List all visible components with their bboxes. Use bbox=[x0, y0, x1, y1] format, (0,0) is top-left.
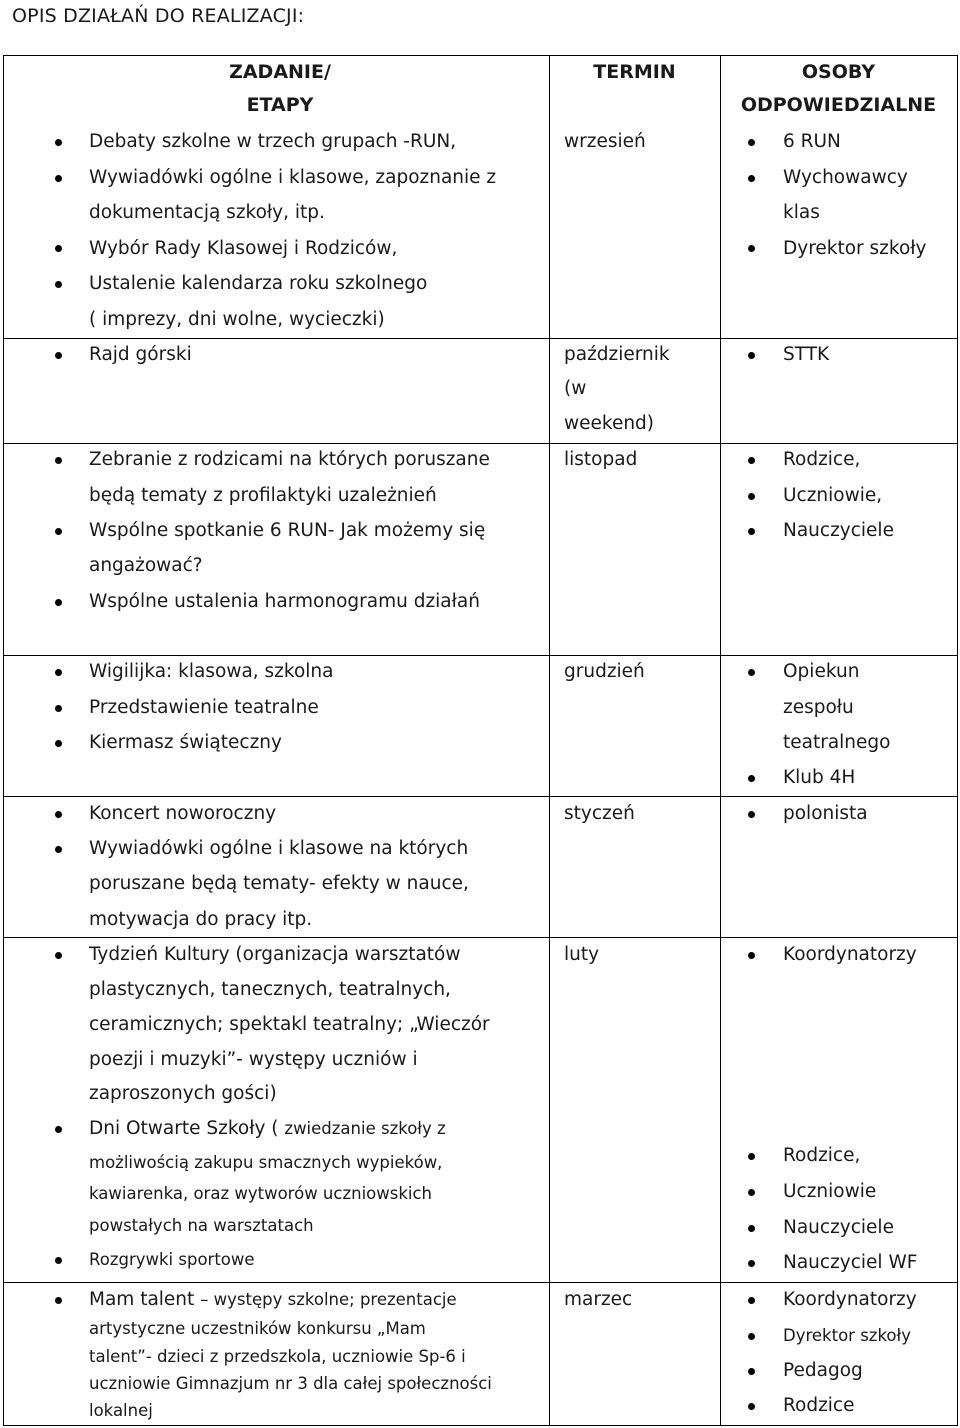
person-text: Rodzice bbox=[783, 1395, 855, 1416]
person-text: klas bbox=[783, 202, 820, 223]
bullet bbox=[748, 775, 755, 782]
task-text: ( imprezy, dni wolne, wycieczki) bbox=[89, 309, 385, 330]
bullet bbox=[748, 811, 755, 818]
header-task-line2: ETAPY bbox=[246, 94, 314, 116]
term-text: wrzesień bbox=[564, 131, 646, 152]
bullet bbox=[748, 669, 755, 676]
term-text: luty bbox=[564, 944, 600, 965]
task-text-part: – występy szkolne; prezentacje bbox=[200, 1290, 457, 1309]
col-divider bbox=[549, 55, 550, 1426]
task-text: Rajd górski bbox=[89, 344, 192, 365]
person-text: Rodzice, bbox=[783, 1145, 861, 1166]
bullet bbox=[55, 846, 62, 853]
task-text: talent”- dzieci z przedszkola, uczniowie Sp-6 i bbox=[89, 1347, 466, 1366]
col-divider bbox=[3, 55, 4, 1426]
bullet bbox=[55, 245, 62, 252]
bullet bbox=[55, 281, 62, 288]
task-text: Kiermasz świąteczny bbox=[89, 732, 282, 753]
task-text: zaproszonych gości) bbox=[89, 1083, 277, 1104]
bullet bbox=[748, 1225, 755, 1232]
task-text: Tydzień Kultury (organizacja warsztatów bbox=[89, 944, 461, 965]
header-persons-line2: ODPOWIEDZIALNE bbox=[740, 94, 937, 116]
task-text: Koncert noworoczny bbox=[89, 803, 277, 824]
task-text: dokumentacją szkoły, itp. bbox=[89, 202, 325, 223]
person-text: Uczniowie bbox=[783, 1181, 877, 1202]
bullet bbox=[55, 457, 62, 464]
page-heading: OPIS DZIAŁAŃ DO REALIZACJI: bbox=[12, 5, 305, 27]
person-text: zespołu bbox=[783, 697, 854, 718]
person-text: Koordynatorzy bbox=[783, 1289, 917, 1310]
term-text: listopad bbox=[564, 449, 638, 470]
bullet bbox=[748, 1297, 755, 1304]
bullet bbox=[748, 1189, 755, 1196]
bullet bbox=[55, 952, 62, 959]
task-text: będą tematy z profilaktyki uzależnień bbox=[89, 485, 437, 506]
person-text: Nauczyciele bbox=[783, 1217, 894, 1238]
task-text: Wspólne ustalenia harmonogramu działań bbox=[89, 591, 480, 612]
bullet bbox=[748, 457, 755, 464]
bullet bbox=[55, 139, 62, 146]
person-text: Nauczyciele bbox=[783, 520, 894, 541]
task-text-part: Dni Otwarte Szkoły ( bbox=[89, 1118, 285, 1139]
person-text: Uczniowie, bbox=[783, 485, 883, 506]
bullet bbox=[55, 740, 62, 747]
task-text-part: zwiedzanie szkoły z bbox=[284, 1119, 446, 1138]
col-divider bbox=[720, 55, 721, 1426]
bullet bbox=[748, 493, 755, 500]
task-text: ceramicznych; spektakl teatralny; „Wieczór bbox=[89, 1014, 490, 1035]
task-text-part: Mam talent bbox=[89, 1289, 201, 1310]
task-text: motywacja do pracy itp. bbox=[89, 909, 313, 930]
bullet bbox=[748, 1368, 755, 1375]
bullet bbox=[748, 1333, 755, 1340]
person-text: Klub 4H bbox=[783, 767, 856, 788]
bullet bbox=[748, 352, 755, 359]
person-text: Pedagog bbox=[783, 1360, 863, 1381]
task-text: Wywiadówki ogólne i klasowe, zapoznanie z bbox=[89, 167, 497, 188]
bullet bbox=[55, 669, 62, 676]
task-text: Debaty szkolne w trzech grupach -RUN, bbox=[89, 131, 457, 152]
task-text: Rozgrywki sportowe bbox=[89, 1250, 255, 1269]
task-text: kawiarenka, oraz wytworów uczniowskich bbox=[89, 1184, 433, 1203]
person-text: polonista bbox=[783, 803, 868, 824]
person-text: Opiekun bbox=[783, 661, 860, 682]
term-text: październik bbox=[564, 344, 670, 365]
task-text: lokalnej bbox=[89, 1401, 153, 1420]
bullet bbox=[55, 528, 62, 535]
bullet bbox=[55, 352, 62, 359]
term-text: (w bbox=[564, 378, 587, 399]
person-text: Dyrektor szkoły bbox=[783, 1326, 911, 1345]
task-text: plastycznych, tanecznych, teatralnych, bbox=[89, 979, 451, 1000]
person-text: Rodzice, bbox=[783, 449, 861, 470]
person-text: Wychowawcy bbox=[783, 167, 908, 188]
header-term: TERMIN bbox=[593, 61, 676, 83]
bullet bbox=[55, 1297, 62, 1304]
task-text bbox=[89, 1111, 446, 1146]
person-text: teatralnego bbox=[783, 732, 891, 753]
task-text: poruszane będą tematy- efekty w nauce, bbox=[89, 873, 469, 894]
bullet bbox=[55, 599, 62, 606]
bullet bbox=[55, 1126, 62, 1133]
bullet bbox=[55, 705, 62, 712]
task-text: Ustalenie kalendarza roku szkolnego bbox=[89, 273, 428, 294]
person-text: Dyrektor szkoły bbox=[783, 238, 927, 259]
bullet bbox=[748, 175, 755, 182]
term-text: weekend) bbox=[564, 413, 655, 434]
task-text: Wspólne spotkanie 6 RUN- Jak możemy się bbox=[89, 520, 486, 541]
task-text: Wybór Rady Klasowej i Rodziców, bbox=[89, 238, 398, 259]
bullet bbox=[748, 1403, 755, 1410]
bullet bbox=[748, 528, 755, 535]
task-text: Wigilijka: klasowa, szkolna bbox=[89, 661, 334, 682]
bullet bbox=[55, 1257, 62, 1264]
task-text: Wywiadówki ogólne i klasowe na których bbox=[89, 838, 469, 859]
task-text: uczniowie Gimnazjum nr 3 dla całej społeczności bbox=[89, 1374, 492, 1393]
task-text: możliwością zakupu smacznych wypieków, bbox=[89, 1153, 443, 1172]
term-text: marzec bbox=[564, 1289, 633, 1310]
bullet bbox=[748, 1153, 755, 1160]
person-text: Koordynatorzy bbox=[783, 944, 917, 965]
header-persons-line1: OSOBY bbox=[801, 61, 876, 83]
term-text: styczeń bbox=[564, 803, 635, 824]
bullet bbox=[748, 1260, 755, 1267]
header-task-line1: ZADANIE/ bbox=[229, 61, 331, 83]
task-text: Przedstawienie teatralne bbox=[89, 697, 319, 718]
bullet bbox=[748, 245, 755, 252]
term-text: grudzień bbox=[564, 661, 645, 682]
task-text: artystyczne uczestników konkursu „Mam bbox=[89, 1319, 426, 1338]
task-text: powstałych na warsztatach bbox=[89, 1216, 314, 1235]
task-text: Zebranie z rodzicami na których poruszane bbox=[89, 449, 490, 470]
person-text: 6 RUN bbox=[783, 131, 841, 152]
task-text: angażować? bbox=[89, 555, 203, 576]
bullet bbox=[748, 952, 755, 959]
bullet bbox=[55, 811, 62, 818]
col-divider bbox=[957, 55, 958, 1426]
person-text: Nauczyciel WF bbox=[783, 1252, 918, 1273]
bullet bbox=[748, 139, 755, 146]
person-text: STTK bbox=[783, 344, 830, 365]
bullet bbox=[55, 175, 62, 182]
task-text: poezji i muzyki”- występy uczniów i bbox=[89, 1049, 418, 1070]
